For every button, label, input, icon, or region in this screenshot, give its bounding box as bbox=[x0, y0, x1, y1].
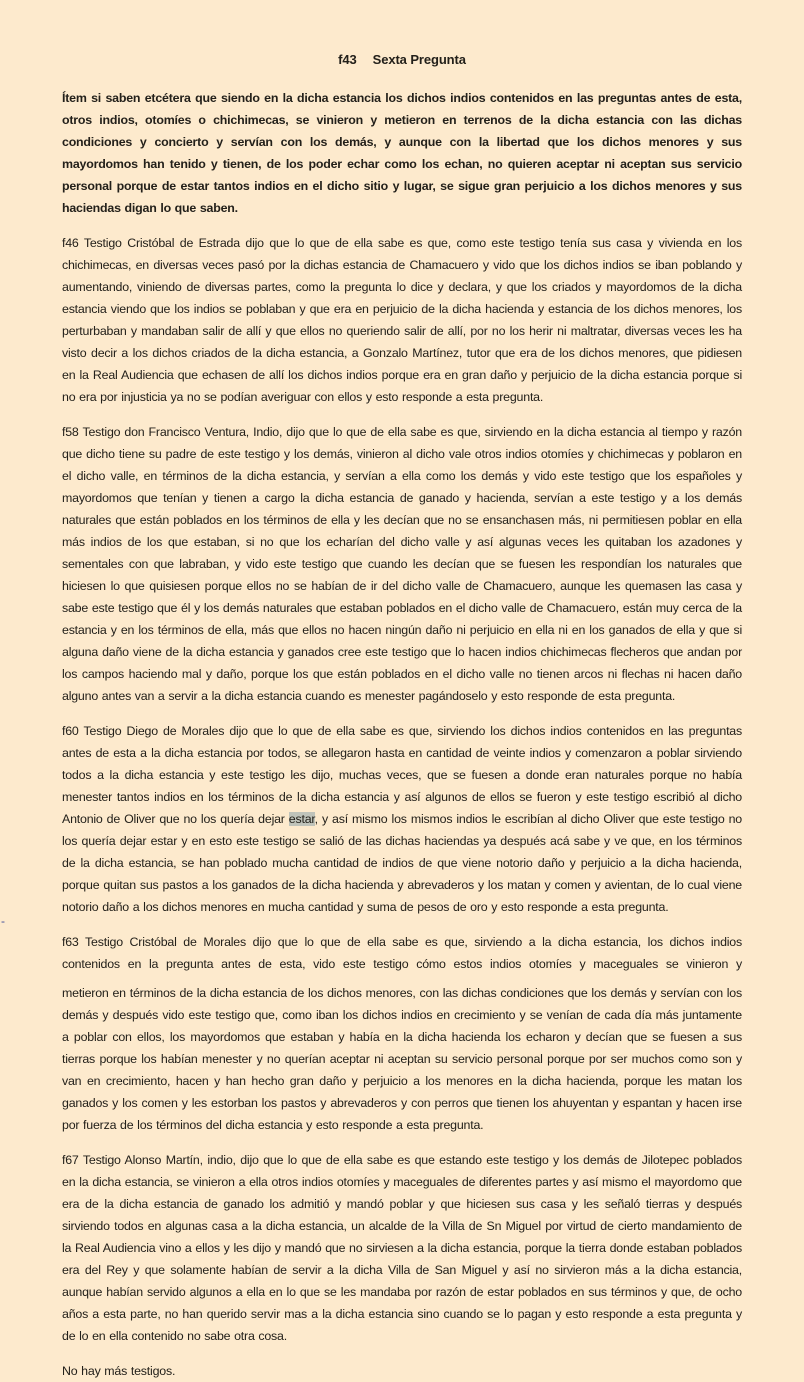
testimony-f60 bbox=[62, 720, 742, 918]
testimony-f60-text-after: , y así mismo los mismos indios le escribían al dicho Oliver que este testigo no los quería dejar estar y en esto este testigo se salió de las dichas haciendas ya después acá sabe y ve que, en los términos de la dicha estancia, se han poblado mucha cantidad de indios de que viene notorio daño y perjuicio a la dicha hacienda, porque quitan sus pastos a los ganados de la dicha hacienda y abrevaderos y los matan y comen y avientan, de lo cual viene notorio daño a los dichos menores en mucha cantidad y suma de pesos de oro y esto responde a esta pregunta. bbox=[62, 812, 742, 914]
testimony-f63-part2: metieron en términos de la dicha estancia de los dichos menores, con las dichas condiciones que los demás y servían con los demás y después vido este testigo que, como iban los dichos indios en crecimiento y se venían de cada día más juntamente a poblar con ellos, los mayordomos que estaban y había en la dicha hacienda los echaron y decían que se fuesen a sus tierras porque los habían menester y no querían aceptar ni aceptan su servicio personal porque por ser muchos como son y van en crecimiento, hacen y han hecho gran daño y perjuicio a los menores en la dicha hacienda, porque les matan los ganados y los comen y les estorban los pastos y abrevaderos y con perros que tienen los ahuyentan y espantan y hacen irse por fuerza de los términos del dicha estancia y esto responde a esta pregunta. bbox=[62, 986, 742, 1132]
highlighted-word: estar bbox=[288, 812, 315, 826]
margin-mark: - bbox=[1, 914, 5, 928]
title-text: Sexta Pregunta bbox=[372, 52, 466, 67]
testimony-f58: f58 Testigo don Francisco Ventura, Indio, dijo que lo que de ella sabe es que, sirviendo en la dicha estancia al tiempo y razón que dicho tiene su padre de este testigo y los demás, vinieron al dicho vale otros indios otomíes y chichimecas y poblaron en el dicho valle, en términos de la dicha estancia, y servían a ella como los demás y vido este testigo que los españoles y mayordomos que tenían y tienen a cargo la dicha estancia de ganado y hacienda, servían a este testigo y a los demás naturales que están poblados en los términos de ella y les decían que no se ensanchasen más, ni permitiesen poblar en ella más indios de los que estaban, si no que los echarían del dicho valle y así algunas veces les quitaban los azadones y sementales con que labraban, y vido este testigo que cuando les decían que se fuesen les respondían los naturales que hiciesen lo que quisiesen porque ellos no se habían de ir del dicho valle de Chamacuero, aunque les quemasen las casa y sabe este testigo que él y los demás naturales que estaban poblados en el dicho valle de Chamacuero, están muy cerca de la estancia y en los términos de ella, más que ellos no hacen ningún daño ni perjuicio en ella ni en los ganados de ella y que si alguna daño viene de la dicha estancia y ganados cree este testigo que lo hacen indios chichimecas flecheros que andan por los campos haciendo mal y daño, porque los que están poblados en el dicho valle no tienen arcos ni flechas ni hacen daño alguno antes van a servir a la dicha estancia cuando es menester pagándoselo y esto responde de esta pregunta. bbox=[62, 425, 742, 703]
page-title bbox=[62, 52, 742, 67]
testimony-f67: f67 Testigo Alonso Martín, indio, dijo que lo que de ella sabe es que estando este testigo y los demás de Jilotepec poblados en la dicha estancia, se vinieron a ella otros indios otomíes y maceguales de diferentes partes y así mismo el mayordomo que era de la dicha estancia de ganado los admitió y mandó poblar y que hiciesen sus casa y les señaló tierras y después sirviendo todos en algunas casa a la dicha estancia, un alcalde de la Villa de Sn Miguel por virtud de cierto mandamiento de la Real Audiencia vino a ellos y les dijo y mandó que no sirviesen a la dicha estancia, porque la tierra donde estaban poblados era del Rey y que solamente habían de servir a la dicha Villa de San Miguel y así no sirvieron más a la dicha estancia, aunque habían servido algunos a ella en lo que se les mandaba por razón de estar poblados en sus términos y que, de ocho años a esta parte, no han querido servir mas a la dicha estancia sino cuando se lo pagan y esto responde a esta pregunta y de lo en ella contenido no sabe otra cosa. bbox=[62, 1153, 742, 1343]
title-folio: f43 bbox=[338, 52, 357, 67]
testimony-f46: f46 Testigo Cristóbal de Estrada dijo que lo que de ella sabe es que, como este testigo tenía sus casa y vivienda en los chichimecas, en diversas veces pasó por la dichas estancia de Chamacuero y vido que los dichos indios se iban poblando y aumentando, viniendo de diversas partes, como la pregunta lo dice y declara, y que los criados y mayordomos de la dicha estancia viendo que los indios se poblaban y que era en perjuicio de la dicha hacienda y estancia de los dichos menores, los perturbaban y mandaban salir de allí y que ellos no queriendo salir de allí, por no los herir ni maltratar, diversas veces les ha visto decir a los dichos criados de la dicha estancia, a Gonzalo Martínez, tutor que era de los dichos menores, que pidiesen en la Real Audiencia que echasen de allí los dichos indios porque era en gran daño y perjuicio de la dicha estancia porque si no era por injusticia ya no se podían averiguar con ellos y esto responde a esta pregunta. bbox=[62, 236, 742, 404]
question-paragraph: Ítem si saben etcétera que siendo en la dicha estancia los dichos indios contenidos en las preguntas antes de esta, otros indios, otomíes o chichimecas, se vinieron y metieron en terrenos de la dicha estancia con las dichas condiciones y concierto y servían con los demás, y aunque con la libertad que los dichos menores y sus mayordomos han tenido y tienen, de los poder echar como los echan, no quieren aceptar ni aceptan sus servicio personal porque de estar tantos indios en el dicho sitio y lugar, se sigue gran perjuicio a los dichos menores y sus haciendas digan lo que saben. bbox=[62, 91, 742, 215]
closing-line: No hay más testigos. bbox=[62, 1364, 176, 1378]
testimony-f60-text-before: f60 Testigo Diego de Morales dijo que lo que de ella sabe es que, sirviendo los dichos indios contenidos en las preguntas antes de esta a la dicha estancia por todos, se allegaron hasta en cantidad de veinte indios y comenzaron a poblar sirviendo todos a la dicha estancia y este testigo les dijo, muchas veces, que se fuesen a donde eran naturales porque no había menester tantos indios en los términos de la dicha estancia y así algunos de ellos se fueron y este testigo escribió al dicho Antonio de Oliver que no los quería dejar bbox=[62, 724, 742, 826]
testimony-f63-part1: f63 Testigo Cristóbal de Morales dijo que lo que de ella sabe es que, sirviendo a la dicha estancia, los dichos indios contenidos en la pregunta antes de esta, vido este testigo cómo estos indios otomíes y maceguales se vinieron y bbox=[62, 935, 742, 971]
